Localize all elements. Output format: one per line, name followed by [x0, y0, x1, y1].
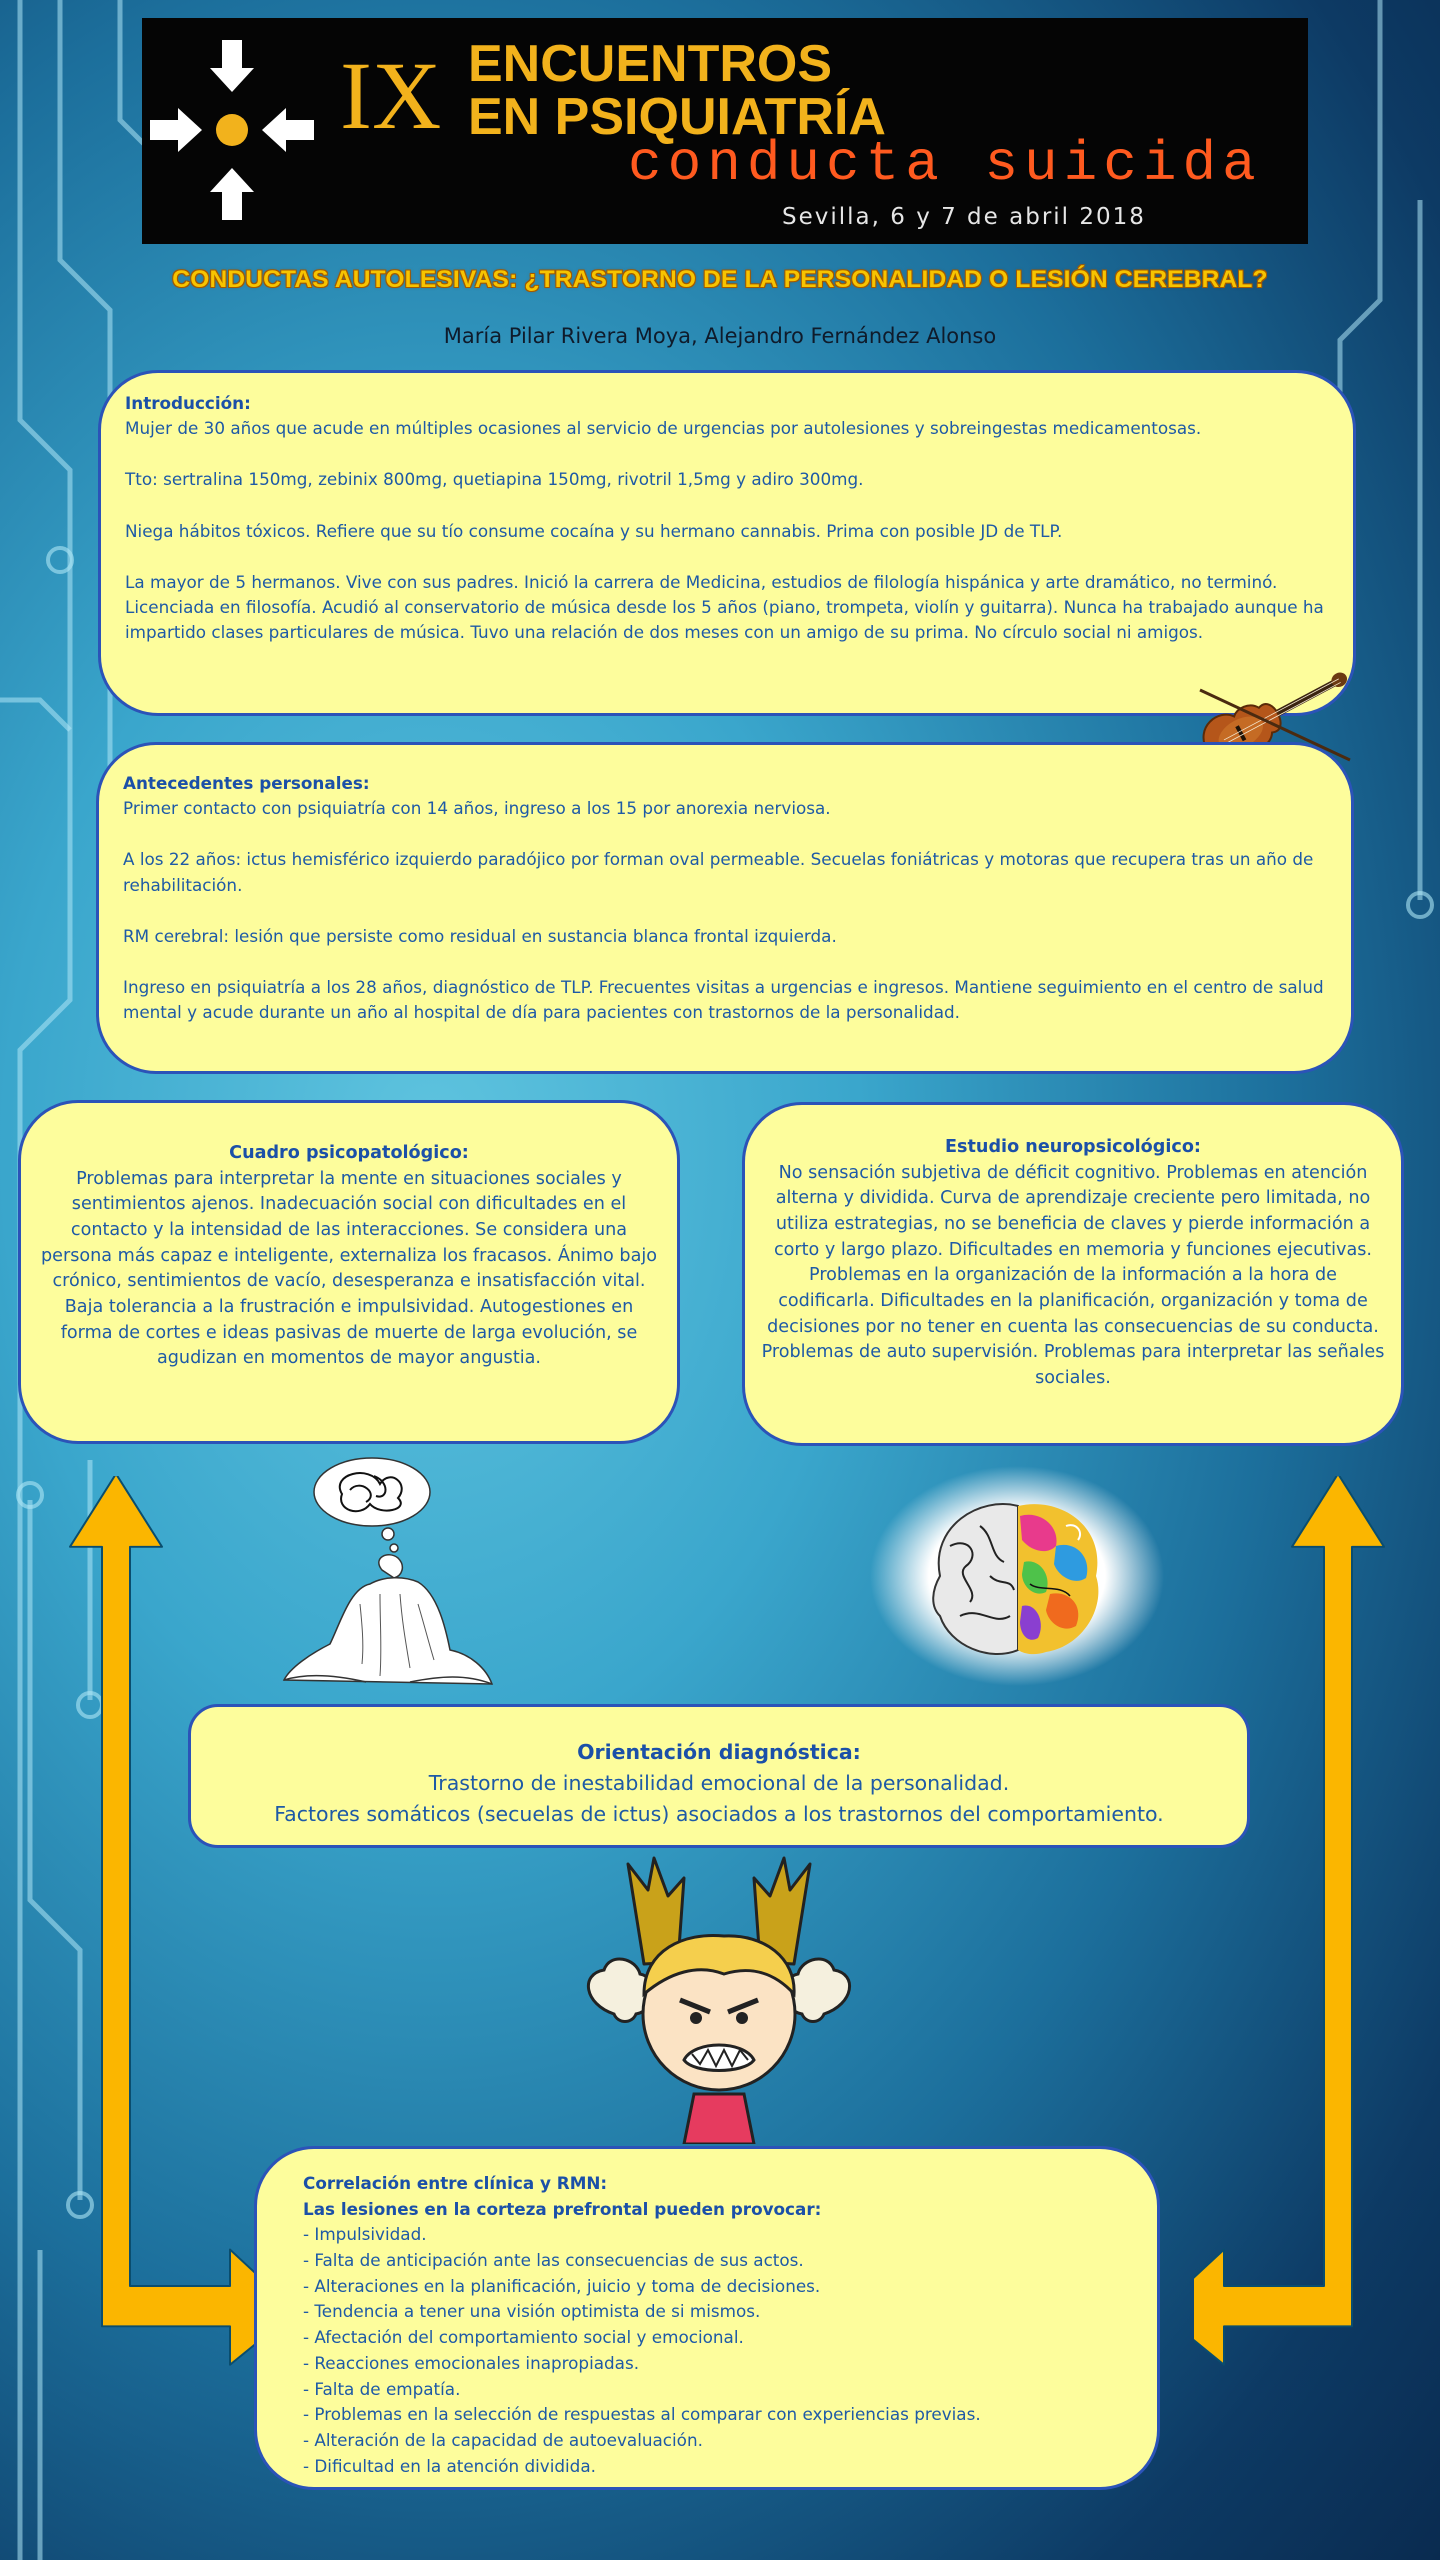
list-item: - Alteración de la capacidad de autoevaluación.: [303, 2429, 703, 2450]
intro-paragraph-1: Mujer de 30 años que acude en múltiples ocasiones al servicio de urgencias por autolesiones y sobreingestas medicamentosas.: [125, 418, 1202, 439]
right-arrow-icon: [1194, 1476, 1394, 2376]
cuadro-box: [18, 1100, 680, 1444]
poster-authors: María Pilar Rivera Moya, Alejandro Fernández Alonso: [443, 324, 997, 348]
correlacion-heading: Correlación entre clínica y RMN:: [303, 2173, 608, 2193]
estudio-text: No sensación subjetiva de déficit cognitivo. Problemas en atención alterna y dividida. Curva de aprendizaje creciente pero limitada, no utiliza estrategias, no se beneficia de claves y pierde información a corto y largo plazo. Dificultades en memoria y funciones ejecutivas. Problemas en la organización de la información a la hora de codificarla. Dificultades en la planificación, organización y toma de decisiones por no tener en cuenta las consecuencias de su conducta. Problemas de auto supervisión. Problemas para interpretar las señales sociales.: [761, 1162, 1385, 1389]
orientacion-heading: Orientación diagnóstica:: [577, 1740, 861, 1764]
list-item: - Afectación del comportamiento social y emocional.: [303, 2327, 744, 2348]
poster-title: CONDUCTAS AUTOLESIVAS: ¿TRASTORNO DE LA PERSONALIDAD O LESIÓN CEREBRAL?: [172, 266, 1268, 293]
angry-girl-icon: [574, 1854, 864, 2144]
intro-paragraph-4: La mayor de 5 hermanos. Vive con sus padres. Inició la carrera de Medicina, estudios de filología hispánica y arte dramático, no terminó. Licenciada en filosofía. Acudió al conservatorio de música desde los 5 años (piano, trompeta, violín y guitarra). Nunca ha trabajado aunque ha impartido clases particulares de música. Tuvo una relación de dos meses con un amigo de su prima. No círculo social ni amigos.: [125, 571, 1324, 643]
intro-paragraph-2: Tto: sertralina 150mg, zebinix 800mg, quetiapina 150mg, rivotril 1,5mg y adiro 300mg.: [125, 469, 864, 490]
intro-paragraph-3: Niega hábitos tóxicos. Refiere que su tío consume cocaína y su hermano cannabis. Prima con posible JD de TLP.: [125, 520, 1063, 541]
banner-date: Sevilla, 6 y 7 de abril 2018: [782, 204, 1146, 230]
list-item: - Impulsividad.: [303, 2224, 427, 2245]
intro-heading: Introducción:: [125, 393, 251, 413]
banner-title: [468, 35, 886, 147]
antecedentes-box: [96, 742, 1354, 1074]
list-item: - Alteraciones en la planificación, juicio y toma de decisiones.: [303, 2275, 821, 2296]
list-item: - Falta de empatía.: [303, 2378, 461, 2399]
correlacion-box: [254, 2146, 1160, 2490]
banner-line-1: ENCUENTROS: [468, 35, 833, 93]
list-item: - Reacciones emocionales inapropiadas.: [303, 2352, 640, 2373]
colorful-brain-icon: [870, 1466, 1164, 1686]
banner-subtitle: conducta suicida: [628, 132, 1262, 196]
antecedentes-heading: Antecedentes personales:: [123, 773, 370, 793]
orientacion-line-1: Trastorno de inestabilidad emocional de la personalidad.: [428, 1770, 1010, 1795]
intro-box: [98, 370, 1356, 716]
left-arrow-icon: [60, 1476, 260, 2376]
correlacion-list: [303, 2222, 1137, 2479]
antecedentes-paragraph-2: A los 22 años: ictus hemisférico izquierdo paradójico por forman oval permeable. Secuelas foniátricas y motoras que recupera tras un año de rehabilitación.: [123, 849, 1314, 895]
list-item: - Problemas en la selección de respuestas al comparar con experiencias previas.: [303, 2404, 981, 2425]
antecedentes-paragraph-4: Ingreso en psiquiatría a los 28 años, diagnóstico de TLP. Frecuentes visitas a urgencias e ingresos. Mantiene seguimiento en el centro de salud mental y acude durante un año al hospital de día para pacientes con trastornos de la personalidad.: [123, 976, 1324, 1023]
banner-line-2: EN PSIQUIATRÍA: [468, 88, 886, 147]
list-item: - Dificultad en la atención dividida.: [303, 2455, 596, 2476]
antecedentes-paragraph-3: RM cerebral: lesión que persiste como residual en sustancia blanca frontal izquierda.: [123, 925, 837, 946]
banner-roman-numeral: IX: [340, 42, 442, 149]
cuadro-text: Problemas para interpretar la mente en situaciones sociales y sentimientos ajenos. Inadecuación social con dificultades en el contacto y la intensidad de las interacciones. Se considera una persona más capaz e inteligente, externaliza los fracasos. Ánimo bajo crónico, sentimientos de vacío, desesperanza e insatisfacción vital. Baja tolerancia a la frustración e impulsividad. Autogestiones en forma de cortes e ideas pasivas de muerte de larga evolución, se agudizan en momentos de mayor angustia.: [41, 1168, 658, 1369]
cuadro-heading: Cuadro psicopatológico:: [229, 1143, 469, 1163]
correlacion-subheading: Las lesiones en la corteza prefrontal pueden provocar:: [303, 2198, 822, 2219]
orientacion-line-2: Factores somáticos (secuelas de ictus) asociados a los trastornos del comportamiento.: [274, 1801, 1164, 1826]
estudio-box: [742, 1102, 1404, 1446]
logo-arrows-icon: [142, 26, 332, 236]
list-item: - Tendencia a tener una visión optimista de si mismos.: [303, 2301, 761, 2322]
thinking-person-icon: [270, 1454, 506, 1694]
list-item: - Falta de anticipación ante las consecuencias de sus actos.: [303, 2250, 804, 2271]
estudio-heading: Estudio neuropsicológico:: [945, 1137, 1201, 1157]
conference-banner: [142, 18, 1308, 244]
orientacion-box: [188, 1704, 1250, 1848]
antecedentes-paragraph-1: Primer contacto con psiquiatría con 14 años, ingreso a los 15 por anorexia nerviosa.: [123, 798, 831, 819]
